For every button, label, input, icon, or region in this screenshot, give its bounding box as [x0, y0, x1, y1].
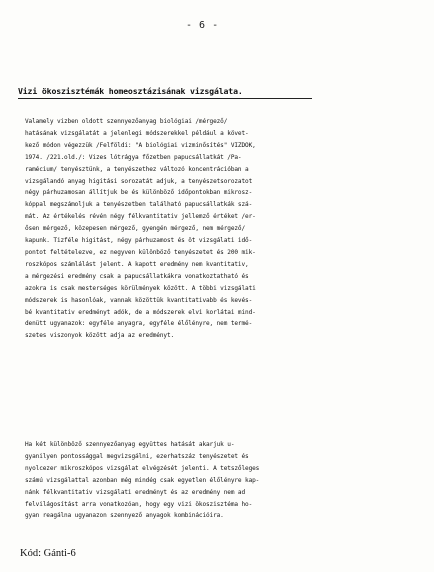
paragraph-line: 1974. /221.old./: Vizes lótrágya főzetben papucsállatkát /Pa- — [25, 153, 242, 161]
paragraph-line: Valamely vizben oldott szennyezőanyag biológiai /mérgező/ — [25, 118, 228, 125]
paragraph-line: Ha két különböző szennyezőanyag együttes hatását akarjuk u- — [25, 441, 235, 448]
paragraph-line: ősen mérgező, közepesen mérgező, gyengén mérgező, nem mérgező/ — [25, 225, 246, 233]
paragraph-line: pontot feltételezve, ez negyven különböző tenyészetet és 200 mik- — [25, 248, 256, 256]
paragraph-line: négy párhuzamosan állítjuk be és különböző időpontokban mikrosz- — [25, 189, 253, 197]
section-heading: Vizi ökoszisztémák homeosztázisának vizsgálata. — [18, 86, 243, 96]
paragraph-line: gyanilyen pontossággal megvizsgálni, ezerhatszáz tenyészetet és — [25, 452, 249, 460]
paragraph-line: ramécium/ tenyésztünk, a tenyészethez változó koncentrációban a — [25, 165, 249, 173]
paragraph-line: kező módon végezzük /Felföldi: "A biológiai vizminősítés" VIZDOK, — [25, 141, 256, 149]
paragraph-line: felvilágosítást arra vonatkozóan, hogy egy vizi ökoszisztéma ho- — [25, 500, 253, 508]
paragraph-line: nyolcezer mikroszkópos vizsgálat elvégzését jelenti. A tetszőleges — [25, 464, 260, 472]
paragraph-line: nánk félkvantitativ vizsgálati eredményt és az eredmény nem ad — [25, 488, 246, 496]
paragraph-line: denütt ugyanazok: egyféle anyagra, egyféle élőlényre, nem termé- — [25, 320, 253, 328]
paragraph-line: szetes viszonyok között adja az eredményt. — [25, 332, 175, 340]
paragraph-line: a mérgezési eredmény csak a papucsállatkákra vonatkoztatható és — [25, 272, 249, 280]
paragraph-line: bé kvantitativ eredményt adók, de a módszerek elvi korlátai mind- — [25, 308, 256, 316]
paragraph-2 — [25, 439, 427, 522]
paragraph-line: kóppal megszámoljuk a tenyészetben található papucsállatkák szá- — [25, 201, 253, 209]
page-number: - 6 - — [186, 20, 219, 31]
document-code: Kód: Gánti-6 — [20, 548, 76, 559]
paragraph-line: számú vizsgálattal azonban még mindég csak egyetlen élőlényre kap- — [25, 476, 260, 484]
paragraph-line: roszkópos számlálást jelent. A kapott eredmény nem kvantitativ, — [25, 260, 249, 268]
paragraph-line: mát. Az értékelés révén négy félkvantitativ jellemző értéket /er- — [25, 213, 256, 221]
paragraph-line: módszerek is hasonlóak, vannak közöttük kvantitativabb és kevés- — [25, 296, 253, 304]
paragraph-line: vizsgálandó anyag higitási sorozatát adjuk, a tenyészetsorozatot — [25, 177, 253, 185]
heading-underline — [18, 98, 312, 99]
paragraph-line: kapunk. Tizféle higitást, négy párhuzamost és öt vizsgálati idő- — [25, 237, 253, 245]
paragraph-line: gyan reagálna ugyanazon szennyező anyagok kombinációira. — [25, 512, 224, 520]
paragraph-1 — [25, 116, 427, 342]
paragraph-line: hatásának vizsgálatát a jelenlegi módszerekkel például a követ- — [25, 129, 249, 137]
paragraph-line: azokra is csak mesterséges körülmények között. A többi vizsgálati — [25, 284, 256, 292]
